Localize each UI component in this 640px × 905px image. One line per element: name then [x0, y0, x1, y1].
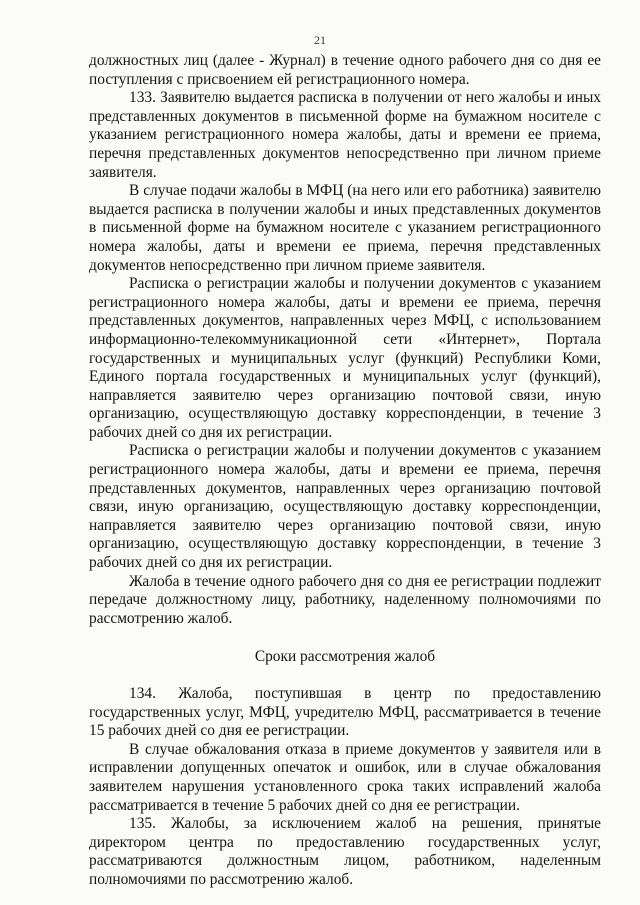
paragraph-transfer: Жалоба в течение одного рабочего дня со дня ее регистрации подлежит передаче должностному лицу, работнику, наделенному полномочиями по рассмотрению жалоб. [89, 572, 601, 627]
paragraph-receipt-via-mfc: Расписка о регистрации жалобы и получении документов с указанием регистрационного номера жалобы, даты и времени ее приема, перечня представленных документов, направленных через МФЦ, с использованием информационно-телекоммуникационной сети «Интернет», Портала государственных и муниципальных услуг (функций) Республики Коми, Единого портала государственных и муниципальных услуг (функций), направляется заявителю через организацию почтовой связи, иную организацию, осуществляющую доставку корреспонденции, в течение 3 рабочих дней со дня их регистрации. [89, 275, 601, 441]
paragraph-134: 134. Жалоба, поступившая в центр по предоставлению государственных услуг, МФЦ, учредителю МФЦ, рассматривается в течение 15 рабочих дней со дня ее регистрации. [89, 685, 601, 740]
spacer [89, 667, 601, 685]
document-body [89, 52, 601, 890]
spacer [89, 628, 601, 648]
paragraph-mfc-receipt: В случае подачи жалобы в МФЦ (на него или его работника) заявителю выдается расписка в получении жалобы и иных представленных документов в письменной форме на бумажном носителе с указанием регистрационного номера жалобы, даты и времени ее приема, перечня представленных документов непосредственно при личном приеме заявителя. [89, 182, 601, 274]
paragraph-receipt-via-post: Расписка о регистрации жалобы и получении документов с указанием регистрационного номера жалобы, даты и времени ее приема, перечня представленных документов, направленных через организацию почтовой связи, иную организацию, осуществляющую доставку корреспонденции, направляется заявителю через организацию почтовой связи, иную организацию, осуществляющую доставку корреспонденции, в течение 3 рабочих дней со дня их регистрации. [89, 442, 601, 572]
page-number: 21 [314, 33, 326, 47]
paragraph-continuation: должностных лиц (далее - Журнал) в течение одного рабочего дня со дня ее поступления с присвоением ей регистрационного номера. [89, 52, 601, 88]
paragraph-133: 133. Заявителю выдается расписка в получении от него жалобы и иных представленных документов в письменной форме на бумажном носителе с указанием регистрационного номера жалобы, даты и времени ее приема, перечня представленных документов непосредственно при личном приеме заявителя. [89, 89, 601, 181]
section-heading: Сроки рассмотрения жалоб [254, 648, 436, 666]
paragraph-135: 135. Жалобы, за исключением жалоб на решения, принятые директором центра по предоставлению государственных услуг, рассматриваются должностным лицом, работником, наделенным полномочиями по рассмотрению жалоб. [89, 815, 601, 888]
paragraph-refusal-appeal: В случае обжалования отказа в приеме документов у заявителя или в исправлении допущенных опечаток и ошибок, или в случае обжалования заявителем нарушения установленного срока таких исправлений жалоба рассматривается в течение 5 рабочих дней со дня ее регистрации. [89, 740, 601, 814]
